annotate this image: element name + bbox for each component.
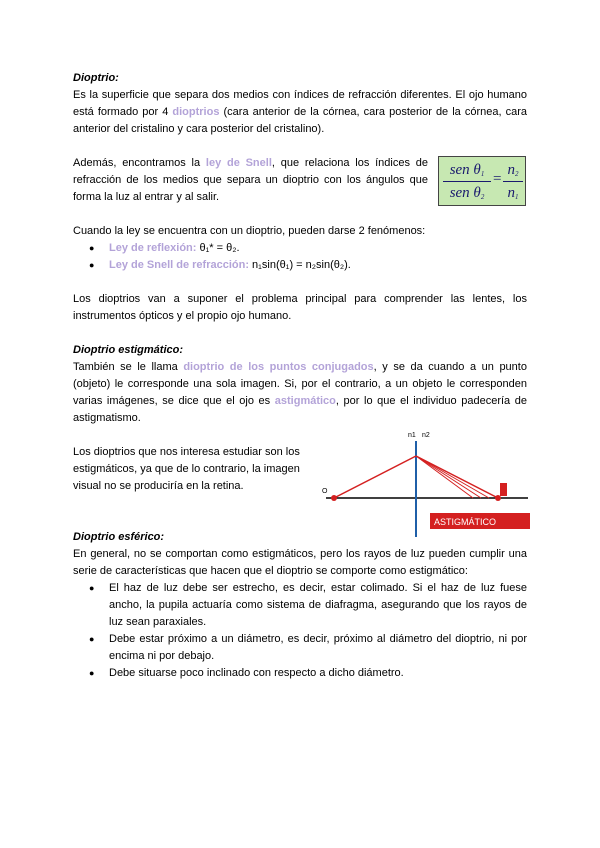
refracted-ray-2	[416, 456, 481, 498]
text: , por lo que el individuo padecería de astigmatismo.	[73, 395, 527, 424]
snell-row	[73, 155, 527, 206]
heading-esferico: Dioptrio esférico:	[73, 531, 165, 543]
highlight-astigmatico: astigmático	[274, 395, 336, 407]
diagram-row	[73, 432, 527, 527]
formula-equals: =	[493, 171, 502, 187]
formula-bar-left	[443, 181, 491, 182]
label-n2: n2	[422, 432, 430, 439]
label-n1: n1	[408, 432, 416, 439]
refracted-ray-4	[416, 456, 498, 498]
object-point	[331, 495, 337, 501]
list-item: ● Debe situarse poco inclinado con respecto a dicho diámetro.	[73, 665, 527, 682]
caption-astigmatico: ASTIGMÁTICO	[434, 517, 497, 527]
refracted-ray-1	[416, 456, 473, 498]
formula-bar-right	[503, 181, 523, 182]
heading-dioptrio: Dioptrio:	[73, 72, 119, 84]
list-item: ● El haz de luz debe ser estrecho, es decir, estar colimado. Si el haz de luz fuese ancho, la pupila actuaría como sistema de diafragma, asegurando que los rayos de luz sean paraxiales.	[73, 580, 527, 631]
list-item: ● Debe estar próximo a un diámetro, es decir, próximo al diámetro del dioptrio, ni por encima ni por debajo.	[73, 631, 527, 665]
text: (cara anterior de la córnea, cara posterior de la córnea, cara anterior del cristalino y cara posterior del cristalino).	[73, 106, 527, 135]
paragraph-definition	[73, 87, 527, 138]
list-item	[73, 257, 527, 274]
snell-refraction-formula: n₁sin(θ₁) = n₂sin(θ₂).	[249, 259, 351, 271]
text: También se le llama	[73, 361, 184, 373]
paragraph-lentes: Los dioptrios van a suponer el problema principal para comprender las lentes, los instrumentos ópticos y el propio ojo humano.	[73, 293, 527, 322]
image-marker	[500, 483, 507, 496]
paragraph-phenomena: Cuando la ley se encuentra con un dioptrio, pueden darse 2 fenómenos:	[73, 225, 426, 237]
phenomena-list	[73, 240, 527, 274]
text: Además, encontramos la	[73, 157, 206, 169]
paragraph-snell	[73, 155, 428, 206]
formula-num-right: $n_2$	[507, 162, 519, 178]
formula-num-left: sen $\theta_1$	[449, 162, 485, 178]
snell-label: Ley de Snell de refracción:	[109, 259, 249, 271]
list-item	[73, 240, 527, 257]
formula-den-left: sen $\theta_2$	[449, 185, 485, 201]
snell-formula	[438, 156, 526, 206]
astigmatism-diagram	[318, 429, 533, 539]
conditions-list	[73, 580, 527, 682]
document-page	[73, 70, 527, 682]
label-o: O	[322, 488, 328, 495]
paragraph-estigmaticos: Los dioptrios que nos interesa estudiar son los estigmáticos, ya que de lo contrario, la imagen visual no se produciría en la retina.	[73, 446, 300, 492]
reflexion-formula: θ₁* = θ₂.	[196, 242, 240, 254]
formula-den-right: $n_1$	[507, 185, 519, 201]
text: Es la superficie que separa dos medios con índices de refracción diferentes. El ojo humano está formado por 4	[73, 89, 527, 118]
text: , que relaciona los índices de refracción de los medios que separa un dioptrio con los ángulos que forma la luz al entrar y al salir.	[73, 157, 428, 203]
highlight-ley-de-snell: ley de Snell	[205, 157, 272, 169]
highlight-dioptrios: dioptrios	[172, 106, 220, 118]
paragraph-conjugados	[73, 359, 527, 427]
text: , y se da cuando a un punto (objeto) le corresponde una sola imagen. Si, por el contrario, a un objeto le corresponden varias imágenes, se dice que el ojo es	[73, 361, 527, 407]
highlight-puntos-conjugados: dioptrio de los puntos conjugados	[183, 361, 374, 373]
paragraph-esferico: En general, no se comportan como estigmáticos, pero los rayos de luz pueden cumplir una serie de características que hacen que el dioptrio se comporte como estigmático:	[73, 548, 527, 577]
reflexion-label: Ley de reflexión:	[109, 242, 197, 254]
heading-estigmatico: Dioptrio estigmático:	[73, 344, 184, 356]
incident-ray	[334, 456, 416, 498]
